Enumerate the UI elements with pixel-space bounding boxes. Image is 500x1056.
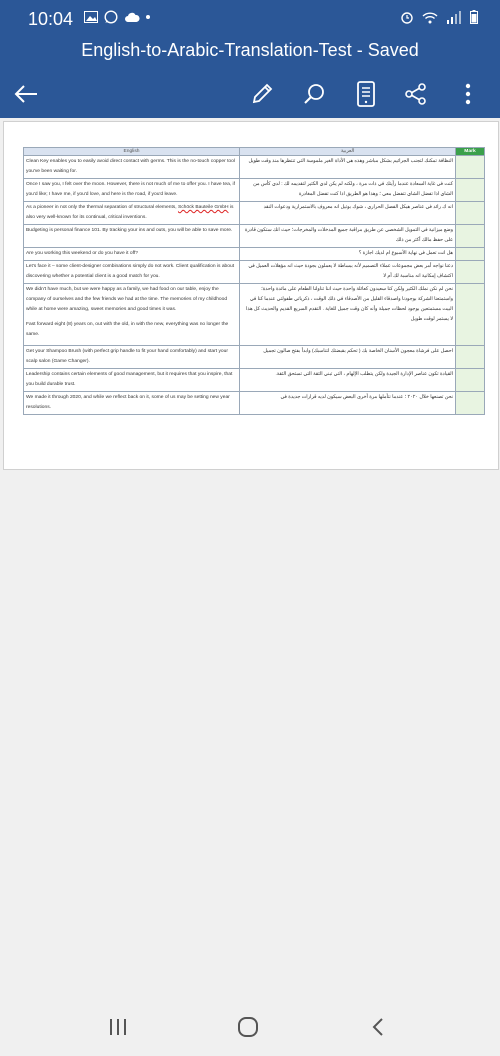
header-arabic: العربية bbox=[240, 148, 456, 156]
cloud-icon bbox=[124, 11, 140, 23]
status-time: 10:04 bbox=[28, 9, 74, 29]
status-system-icons bbox=[400, 10, 478, 24]
table-row bbox=[24, 369, 485, 392]
english-cell[interactable]: Get your Shampoo Brush (with perfect grip handle to fit your hand comfortably) and start your scalp salon (Game Changer). bbox=[24, 346, 240, 369]
arabic-cell[interactable]: وضع ميزانية في التمويل الشخصي عن طريق مراقبة جميع المدخلات والمخرجات؛ حيث انك ستكون قادرة على حفظ مالك أكثر من ذلك bbox=[240, 225, 456, 248]
mark-cell[interactable] bbox=[456, 392, 485, 415]
app-bar bbox=[0, 36, 500, 118]
system-navigation-bar bbox=[0, 998, 500, 1056]
arabic-cell[interactable]: كنت في غاية السعادة عندما رأيتك في ذات مرة ، ولكنه لم يكن لدي الكثير لتقديمه لك : لدي كأس من الشاي اذا تفضل الشاي تتفضل معي ؛ وهذا هو الطريق اذا كنت تفضل المغادرة bbox=[240, 179, 456, 202]
pencil-icon bbox=[250, 82, 274, 106]
english-text: As a pioneer in not only the thermal separation of structural elements, bbox=[26, 205, 178, 210]
table-row bbox=[24, 261, 485, 284]
arabic-cell[interactable]: انه ك رائد في عناصر هيكل الفصل الحراري ، شوك بوتيل انه معروف بالاستمرارية ودعوات النقد bbox=[240, 202, 456, 225]
table-row bbox=[24, 156, 485, 179]
table-row bbox=[24, 179, 485, 202]
share-button[interactable] bbox=[398, 76, 434, 112]
signal-icon bbox=[446, 11, 462, 24]
search-button[interactable] bbox=[296, 76, 332, 112]
mark-cell[interactable] bbox=[456, 248, 485, 261]
english-cell[interactable]: Once I saw you, I felt over the moon. However, there is not much of me to offer you. I have tea, if you'd like; I have me, if you'd love, and here is the road, if you'd leave. bbox=[24, 179, 240, 202]
phone-document-icon bbox=[356, 81, 376, 107]
share-icon bbox=[404, 82, 428, 106]
english-text: is also very well-known for its continual, critical inventions. bbox=[26, 205, 234, 220]
document-page[interactable] bbox=[3, 121, 499, 470]
alarm-icon bbox=[400, 10, 414, 24]
english-paragraph: We didn't have much, but we were happy as a family, we had food on our table, enjoy the company of ourselves and the few friends we had at the time. The memories of my childhood while at home were amazing, sweet memories and good times it was. bbox=[26, 287, 228, 312]
english-paragraph: Fast forward eight (8) years on, out with the old, in with the new, everything was no longer the same. bbox=[26, 322, 229, 337]
arabic-cell[interactable]: القيادة تكون عناصر الإدارة الجيدة ولكن يتطلب الإلهام ، التي تبني الثقة التي تستحق الثقة. bbox=[240, 369, 456, 392]
arabic-cell[interactable]: نحن لم نكن نملك الكثير ولكن كنا سعيدون كعائلة واحدة حيث اننا تناولنا الطعام على مائدة واحدة؛ واستمتعنا الشركة بوجودنا واصدقاء القليل من الأصدقاء في ذلك الوقت ، ذكرياتي طفولتي عندما كنا في البيت مستمتعين بوجود لحظات جميلة وأنه كان وقت جميل للغاية . التقدم السريع القديم والحديث كل هذا لا يستمر لوقت طويل bbox=[240, 284, 456, 346]
mark-cell[interactable] bbox=[456, 284, 485, 346]
table-header-row bbox=[24, 148, 485, 156]
mark-cell[interactable] bbox=[456, 369, 485, 392]
dot-icon bbox=[146, 15, 150, 19]
table-row bbox=[24, 248, 485, 261]
status-notification-icons bbox=[84, 10, 150, 24]
table-row bbox=[24, 284, 485, 346]
translation-table bbox=[23, 147, 485, 415]
english-cell[interactable]: Budgeting is personal finance 101. By tracking your ins and outs, you will be able to save more. bbox=[24, 225, 240, 248]
mark-cell[interactable] bbox=[456, 225, 485, 248]
toolbar bbox=[0, 76, 500, 116]
mark-cell[interactable] bbox=[456, 261, 485, 284]
document-title: English-to-Arabic-Translation-Test - Saved bbox=[81, 40, 419, 60]
table-row bbox=[24, 346, 485, 369]
english-cell[interactable]: Leadership contains certain elements of good management, but it requires that you inspire, that you build durable trust. bbox=[24, 369, 240, 392]
spellcheck-flagged-text: Schöck Bauteile GmbH bbox=[177, 205, 229, 210]
more-vertical-icon bbox=[465, 83, 471, 105]
mark-cell[interactable] bbox=[456, 156, 485, 179]
english-cell[interactable]: Clean Key enables you to easily avoid direct contact with germs. This is the no-touch copper tool you've been waiting for. bbox=[24, 156, 240, 179]
table-row bbox=[24, 225, 485, 248]
recent-apps-icon bbox=[108, 1018, 128, 1036]
arabic-cell[interactable]: النظافة تمكنك لتجنب الجراثيم بشكل مباشر وهذه هي الأداة الغير ملموسة التي تنتظرها منذ وقت طويل bbox=[240, 156, 456, 179]
more-options-button[interactable] bbox=[450, 76, 486, 112]
mark-cell[interactable] bbox=[456, 346, 485, 369]
back-arrow-icon bbox=[13, 84, 39, 104]
english-cell[interactable] bbox=[24, 202, 240, 225]
wifi-icon bbox=[422, 11, 438, 24]
back-chevron-icon bbox=[371, 1017, 385, 1037]
home-button[interactable] bbox=[228, 1012, 268, 1042]
arabic-cell[interactable]: دعنا نواجه أمر بعض مجموعات عملاء التصميم لأنه ببساطة لا يعملون بجودة حيث انه مؤهلات العميل في اكتشاف إمكانية انه مناسبة لك أم لا bbox=[240, 261, 456, 284]
status-bar bbox=[0, 0, 500, 36]
gallery-icon bbox=[84, 11, 98, 23]
english-cell[interactable]: Are you working this weekend or do you have it off? bbox=[24, 248, 240, 261]
recent-apps-button[interactable] bbox=[98, 1012, 138, 1042]
mark-cell[interactable] bbox=[456, 179, 485, 202]
arabic-cell[interactable]: هل انت تعمل في نهاية الأسبوع ام لديك اجازة ؟ bbox=[240, 248, 456, 261]
back-button[interactable] bbox=[8, 76, 44, 112]
english-cell[interactable]: We made it through 2020, and while we reflect back on it, some of us may be setting new year resolutions. bbox=[24, 392, 240, 415]
reading-mode-button[interactable] bbox=[348, 76, 384, 112]
document-canvas[interactable] bbox=[0, 118, 500, 998]
english-cell[interactable] bbox=[24, 284, 240, 346]
home-icon bbox=[237, 1016, 259, 1038]
table-row bbox=[24, 392, 485, 415]
search-icon bbox=[302, 82, 326, 106]
mark-cell[interactable] bbox=[456, 202, 485, 225]
header-english: English bbox=[24, 148, 240, 156]
battery-icon bbox=[470, 10, 478, 24]
back-nav-button[interactable] bbox=[358, 1012, 398, 1042]
english-cell[interactable]: Let's face it – some client-designer combinations simply do not work. Client qualification is about discovering whether a potential client is a good match for you. bbox=[24, 261, 240, 284]
edit-button[interactable] bbox=[244, 76, 280, 112]
table-row bbox=[24, 202, 485, 225]
arabic-cell[interactable]: نحن تصنعها خلال ٢٠٢٠ ؛ عندما نتأملها مرة أخرى البعض سيكون لديه قرارات جديدة في bbox=[240, 392, 456, 415]
whatsapp-icon bbox=[104, 10, 118, 24]
arabic-cell[interactable]: احصل على فرشاة معجون الأسنان الخاصة بك ( تحكم بقبضتك لتناسبك) وابدأ بفتح صالون تجميل bbox=[240, 346, 456, 369]
header-mark: Mark bbox=[456, 148, 485, 156]
